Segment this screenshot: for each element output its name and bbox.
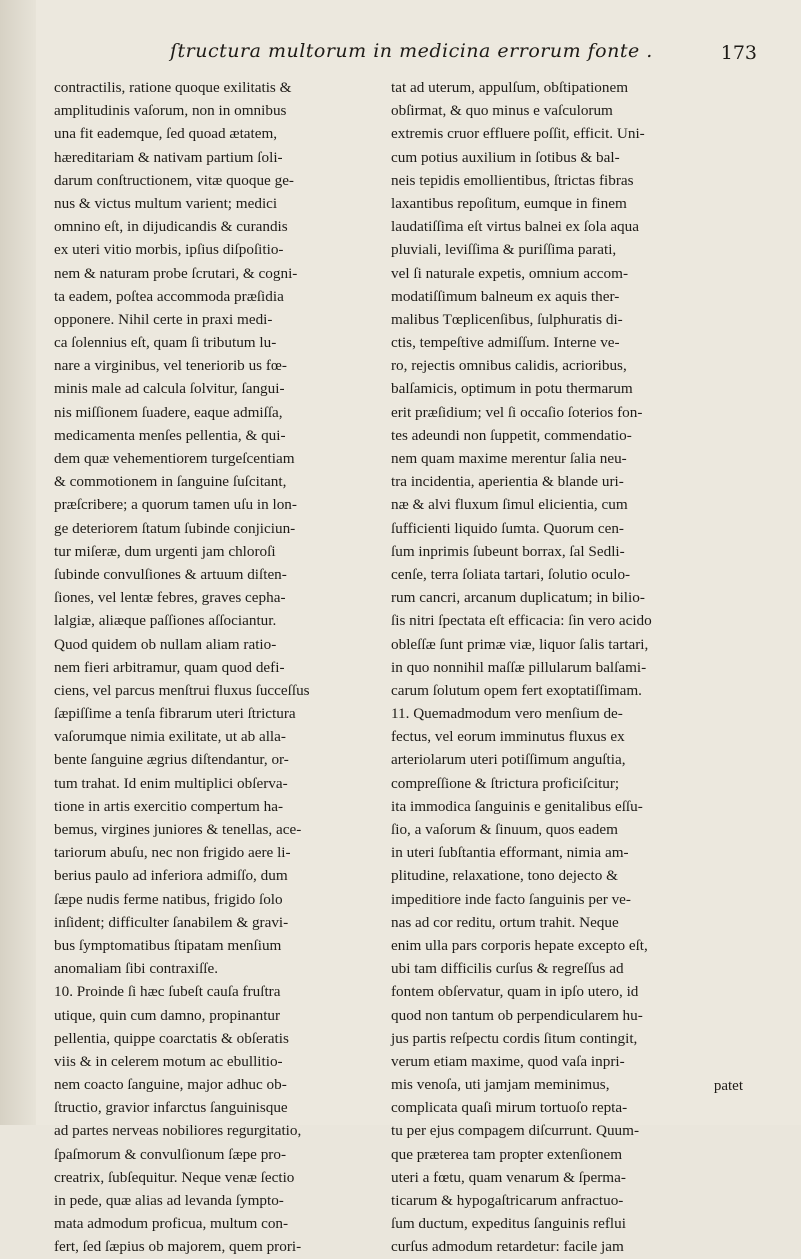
text-line: laudatiſſima eſt virtus balnei ex ſola aqua: [391, 218, 639, 236]
text-line: bemus, virgines juniores & tenellas, ace-: [54, 821, 302, 838]
text-line: ſæpe nudis ferme natibus, frigido ſolo: [54, 890, 283, 908]
right-text-column: [391, 76, 725, 1259]
catchword: patet: [713, 1078, 743, 1094]
text-line: opponere. Nihil certe in praxi medi-: [54, 310, 273, 328]
text-line: minis male ad calcula ſolvitur, ſangui-: [54, 380, 285, 398]
text-line: mata admodum proficua, multum con-: [54, 1215, 289, 1233]
text-line: & commotionem in ſanguine ſuſcitant,: [54, 473, 287, 491]
text-line: carum ſolutum opem fert exoptatiſſimam.: [391, 681, 642, 699]
text-line: complicata quaſi mirum tortuoſo repta-: [391, 1099, 628, 1117]
text-line: extremis cruor effluere poſſit, efficit. Uni-: [391, 125, 645, 143]
text-line: ge deteriorem ſtatum ſubinde conjiciun-: [54, 519, 296, 537]
text-line: obſirmat, & quo minus e vaſculorum: [391, 102, 613, 120]
text-line: omnino eſt, in dijudicandis & curandis: [54, 218, 288, 236]
text-line: ciens, vel parcus menſtrui fluxus ſucceſſus: [54, 681, 310, 699]
text-line: balſamicis, optimum in potu thermarum: [391, 380, 633, 398]
text-line: lalgiæ, aliæque paſſiones aſſociantur.: [54, 612, 277, 630]
text-line: quod non tantum ob perpendicularem hu-: [391, 1006, 643, 1024]
text-line: ad partes nerveas nobiliores regurgitatio,: [54, 1122, 302, 1140]
text-line: bus ſymptomatibus ſtipatam menſium: [54, 936, 282, 954]
text-line: tariorum abuſu, nec non frigido aere li-: [54, 844, 291, 862]
text-line: tum trahat. Id enim multiplici obſerva-: [54, 774, 288, 792]
text-line: næ & alvi fluxum ſimul elicientia, cum: [391, 496, 628, 514]
text-line: ro, rejectis omnibus calidis, acrioribus,: [391, 357, 627, 375]
text-line: bente ſanguine ægrius diſtendantur, or-: [54, 751, 289, 769]
text-line: viis & in celerem motum ac ebullitio-: [54, 1052, 283, 1070]
text-line: ſio, a vaſorum & ſinuum, quos eadem: [391, 821, 618, 838]
text-line: in uteri ſubſtantia efformant, nimia am-: [391, 844, 629, 862]
text-line: obleſſæ ſunt primæ viæ, liquor ſalis tartari,: [391, 635, 649, 653]
text-line: ſtructio, gravior infarctus ſanguinisque: [54, 1099, 288, 1117]
text-line: jus partis reſpectu cordis ſitum contingit,: [391, 1029, 638, 1047]
text-line: laxantibus repoſitum, eumque in finem: [391, 194, 627, 212]
text-line: darum conſtructionem, vitæ quoque ge-: [54, 171, 294, 189]
text-line: ſum inprimis ſubeunt borrax, ſal Sedli-: [391, 542, 625, 560]
text-line: utique, quin cum damno, propinantur: [54, 1006, 281, 1024]
text-line: ſubinde convulſiones & artuum diſten-: [54, 565, 287, 583]
text-line: nis miſſionem ſuadere, eaque admiſſa,: [54, 403, 283, 421]
text-line: 10. Proinde ſi hæc ſubeſt cauſa fruſtra: [54, 983, 281, 1001]
running-header: [170, 40, 730, 74]
text-line: medicamenta menſes pellentia, & qui-: [54, 426, 286, 444]
text-line: anomaliam ſibi contraxiſſe.: [54, 960, 219, 978]
text-line: fontem obſervatur, quam in ipſo utero, id: [391, 983, 639, 1001]
text-line: arteriolarum uteri potiſſimum anguſtia,: [391, 751, 626, 769]
text-line: nus & victus multum varient; medici: [54, 194, 278, 212]
text-line: erit præſidium; vel ſi occaſio ſoterios fon-: [391, 403, 643, 421]
text-line: ta eadem, poſtea accommoda præſidia: [54, 287, 284, 305]
page-number: 173: [720, 42, 757, 64]
text-line: compreſſione & ſtrictura proficiſcitur;: [391, 774, 620, 792]
text-line: vel ſi naturale expetis, omnium accom-: [391, 264, 629, 282]
text-line: tu per ejus compagem diſcurrunt. Quum-: [391, 1122, 639, 1140]
text-line: pluviali, leviſſima & puriſſima parati,: [391, 241, 617, 259]
text-line: impeditiore inde facto ſanguinis per ve-: [391, 890, 631, 908]
text-line: tra incidentia, aperientia & blande uri-: [391, 473, 624, 491]
text-line: ſiones, vel lentæ febres, graves cepha-: [54, 589, 286, 607]
text-line: modatiſſimum balneum ex aquis ther-: [391, 287, 620, 305]
text-line: tur miſeræ, dum urgenti jam chloroſi: [54, 542, 276, 560]
text-line: cenſe, terra ſoliata tartari, ſolutio oculo-: [391, 565, 631, 583]
text-line: tes adeundi non ſuppetit, commendatio-: [391, 426, 632, 444]
binding-gutter: [0, 0, 36, 1125]
text-line: nare a virginibus, vel teneriorib us fœ-: [54, 357, 287, 375]
text-line: nas ad cor reditu, ortum trahit. Neque: [391, 913, 619, 931]
text-line: ſpaſmorum & convulſionum ſæpe pro-: [54, 1145, 287, 1163]
text-line: plitudine, relaxatione, tono dejecto &: [391, 867, 618, 885]
text-line: cum potius auxilium in ſotibus & bal-: [391, 148, 620, 166]
text-line: 11. Quemadmodum vero menſium de-: [391, 705, 623, 723]
text-line: ſæpiſſime a tenſa fibrarum uteri ſtrictura: [54, 705, 296, 723]
text-line: in pede, quæ alias ad levanda ſympto-: [54, 1192, 284, 1209]
text-line: nem fieri arbitramur, quam quod defi-: [54, 658, 285, 676]
text-line: mis venoſa, uti jamjam meminimus,: [391, 1076, 610, 1094]
text-line: amplitudinis vaſorum, non in omnibus: [54, 102, 287, 120]
text-line: ſum ductum, expeditus ſanguinis reflui: [391, 1215, 626, 1233]
text-line: una fit eademque, ſed quoad ætatem,: [54, 125, 278, 143]
left-text-column: [54, 76, 380, 1259]
text-line: fert, ſed ſæpius ob majorem, quem prori-: [54, 1238, 302, 1256]
text-line: ex uteri vitio morbis, ipſius diſpoſitio-: [54, 241, 284, 259]
text-line: tione in artis exercitio compertum ha-: [54, 797, 283, 815]
text-line: verum etiam maxime, quod vaſa inpri-: [391, 1052, 625, 1070]
text-line: in quo nonnihil maſſæ pillularum balſami-: [391, 658, 647, 676]
text-line: ca ſolennius eſt, quam ſi tributum lu-: [54, 334, 277, 352]
text-line: nem quam maxime merentur ſalia neu-: [391, 450, 627, 467]
text-line: Quod quidem ob nullam aliam ratio-: [54, 635, 277, 653]
text-line: uteri a fœtu, quam venarum & ſperma-: [391, 1168, 626, 1186]
text-line: præſcribere; a quorum tamen uſu in lon-: [54, 496, 297, 514]
text-line: nem & naturam probe ſcrutari, & cogni-: [54, 264, 298, 282]
text-line: pellentia, quippe coarctatis & obſeratis: [54, 1029, 289, 1047]
text-line: ubi tam difficilis curſus & regreſſus ad: [391, 960, 624, 978]
text-line: fectus, vel eorum imminutus fluxus ex: [391, 728, 625, 746]
text-line: curſus admodum retardetur: facile jam: [391, 1238, 624, 1256]
text-line: tat ad uterum, appulſum, obſtipationem: [391, 79, 629, 96]
text-line: dem quæ vehementiorem turgeſcentiam: [54, 450, 295, 467]
text-line: hæreditariam & nativam partium ſoli-: [54, 148, 283, 166]
text-line: ſis nitri ſpectata eſt efficacia: ſin vero acido: [391, 612, 652, 630]
text-line: inſident; difficulter ſanabilem & gravi-: [54, 913, 289, 931]
text-line: contractilis, ratione quoque exilitatis &: [54, 79, 292, 96]
text-line: nem coacto ſanguine, major adhuc ob-: [54, 1076, 287, 1094]
text-line: enim ulla pars corporis hepate excepto eſt,: [391, 936, 648, 954]
text-line: ita immodica ſanguinis e genitalibus eſſu-: [391, 797, 643, 815]
text-line: rum cancri, arcanum duplicatum; in bilio-: [391, 589, 645, 607]
text-line: berius paulo ad inferiora admiſſo, dum: [54, 867, 288, 885]
text-line: ctis, tempeſtive admiſſum. Interne ve-: [391, 334, 620, 352]
running-title: ſtructura multorum in medicina errorum fonte .: [170, 40, 653, 62]
text-line: neis tepidis emollientibus, ſtrictas fibras: [391, 171, 634, 189]
text-line: malibus Tœplicenſibus, ſulphuratis di-: [391, 310, 623, 328]
text-line: creatrix, ſubſequitur. Neque venæ ſectio: [54, 1168, 295, 1186]
text-line: vaſorumque nimia exilitate, ut ab alla-: [54, 728, 286, 746]
text-line: que præterea tam propter extenſionem: [391, 1145, 623, 1163]
text-line: ſufficienti liquido ſumta. Quorum cen-: [391, 519, 624, 537]
text-line: ticarum & hypogaſtricarum anfractuo-: [391, 1192, 624, 1209]
